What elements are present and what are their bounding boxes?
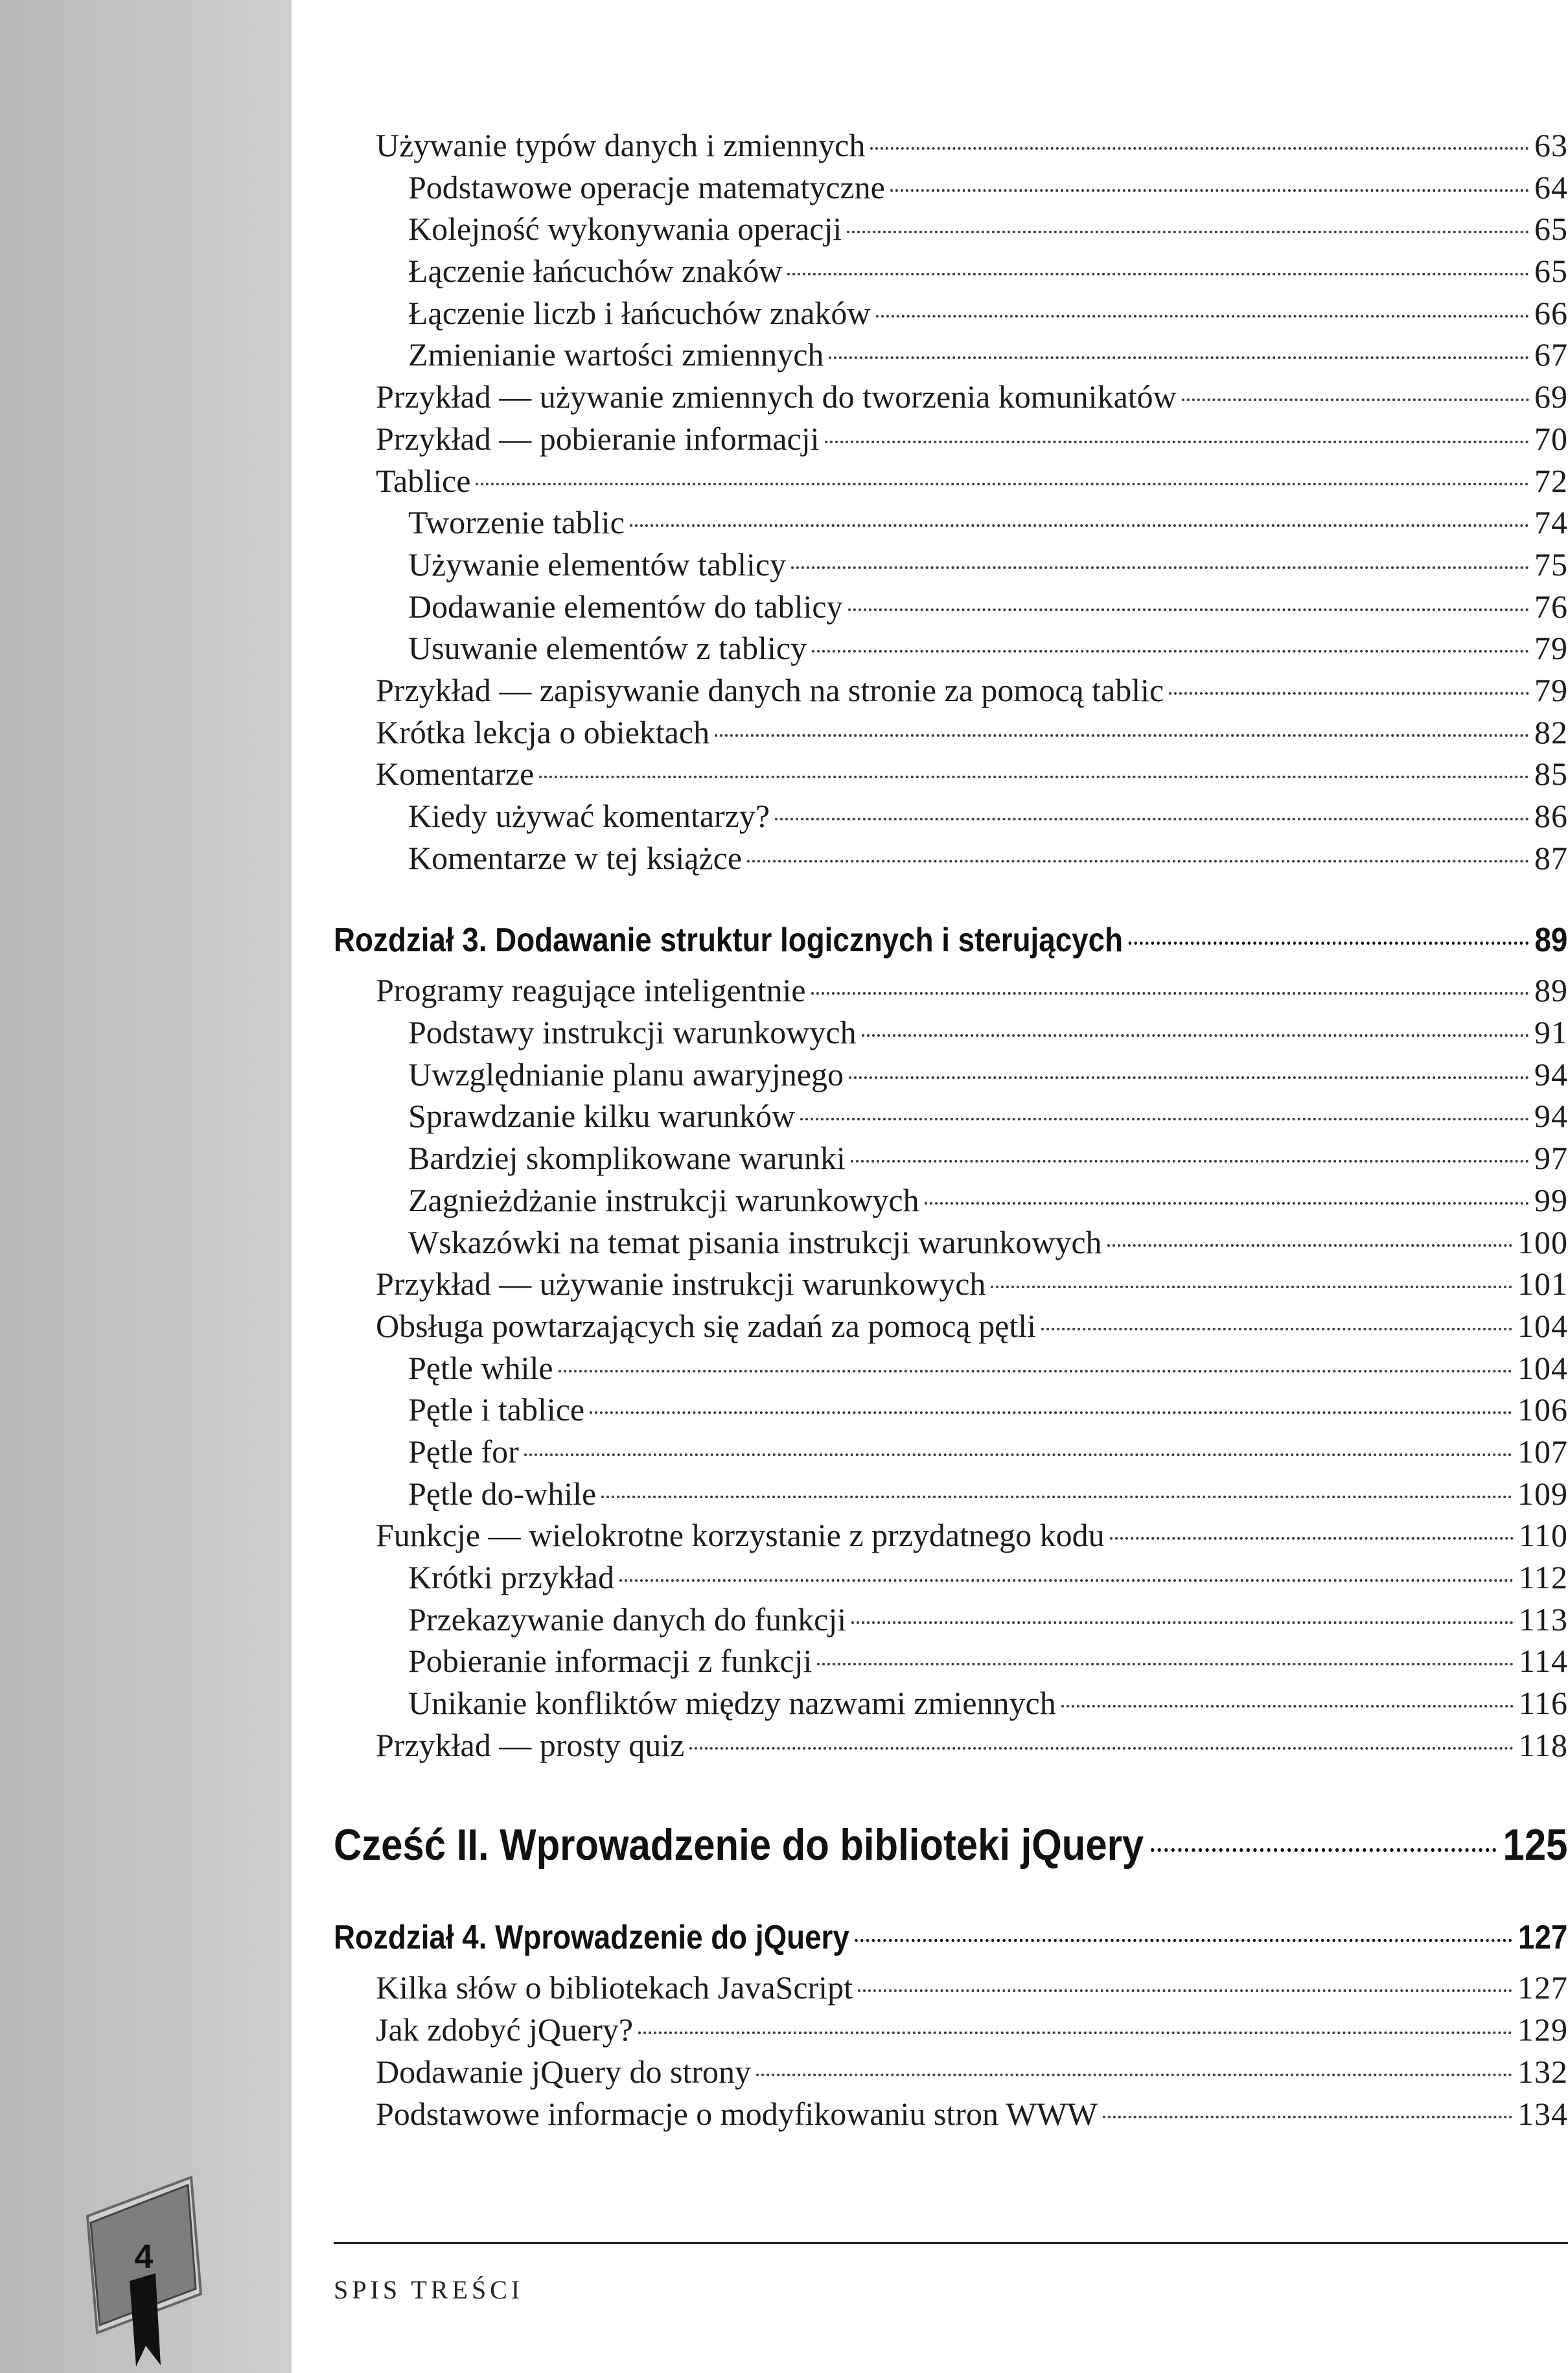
leader-dots	[847, 231, 1529, 233]
leader-dots	[812, 650, 1529, 653]
entry-title: Kiedy używać komentarzy?	[408, 798, 770, 834]
entry-page: 113	[1518, 1601, 1568, 1638]
chapter-page: 89	[1534, 921, 1568, 960]
chapter-page: 127	[1518, 1919, 1568, 1957]
entry-page: 134	[1517, 2095, 1568, 2132]
toc-entry	[408, 588, 1568, 630]
entry-title: Podstawowe operacje matematyczne	[408, 168, 885, 205]
entry-page: 132	[1517, 2053, 1568, 2090]
leader-dots	[825, 441, 1530, 443]
toc-entry	[408, 168, 1568, 211]
toc-entry	[408, 1433, 1568, 1475]
leader-dots	[775, 818, 1529, 820]
leader-dots	[590, 1411, 1512, 1414]
leader-dots	[539, 776, 1529, 778]
entry-page: 69	[1534, 378, 1568, 415]
toc-entry	[408, 1056, 1568, 1098]
entry-page: 112	[1518, 1559, 1568, 1595]
leader-dots	[619, 1579, 1514, 1582]
leader-dots	[1041, 1328, 1512, 1330]
entry-page: 87	[1534, 839, 1568, 876]
entry-page: 129	[1517, 2011, 1568, 2048]
leader-dots	[1129, 942, 1529, 945]
chapter-title: Rozdział 4. Wprowadzenie do jQuery	[334, 1919, 849, 1957]
entry-title: Usuwanie elementów z tablicy	[408, 630, 807, 667]
toc-entry	[408, 1684, 1568, 1726]
entry-page: 72	[1534, 462, 1568, 499]
toc-entry	[376, 1516, 1568, 1558]
toc-entry	[376, 378, 1568, 420]
entry-page: 99	[1534, 1181, 1568, 1218]
leader-dots	[829, 356, 1529, 359]
leader-dots	[559, 1370, 1512, 1372]
entry-title: Bardziej skomplikowane warunki	[408, 1140, 846, 1177]
entry-title: Jak zdobyć jQuery?	[376, 2011, 634, 2048]
toc-entry	[408, 1558, 1568, 1601]
chapter-4-heading	[334, 1918, 1567, 1969]
entry-title: Przykład — zapisywanie danych na stronie za pomocą tablic	[376, 671, 1164, 708]
leader-dots	[925, 1202, 1529, 1205]
leader-dots	[524, 1453, 1512, 1456]
toc-entry	[408, 1097, 1568, 1139]
entry-title: Przykład — używanie zmiennych do tworzenia komunikatów	[376, 378, 1177, 415]
toc-entry	[376, 971, 1568, 1013]
entry-page: 97	[1534, 1140, 1568, 1177]
toc-entry	[376, 1265, 1568, 1307]
toc-entry	[408, 1642, 1568, 1684]
leader-dots	[476, 483, 1529, 485]
leader-dots	[630, 524, 1529, 527]
toc-entry	[376, 755, 1568, 797]
page-number: 4	[134, 2238, 154, 2276]
toc-entry	[408, 1349, 1568, 1391]
toc-entry	[408, 1139, 1568, 1181]
leader-dots	[855, 1939, 1513, 1942]
entry-page: 104	[1517, 1349, 1568, 1386]
entry-page: 79	[1534, 630, 1568, 667]
entry-page: 94	[1534, 1098, 1568, 1135]
leader-dots	[601, 1496, 1512, 1498]
entry-title: Pobieranie informacji z funkcji	[408, 1643, 813, 1680]
toc-entry	[408, 1223, 1568, 1266]
entry-title: Podstawowe informacje o modyfikowaniu stron WWW	[376, 2095, 1098, 2132]
toc-entry	[408, 629, 1568, 671]
leader-dots	[851, 1621, 1514, 1624]
leader-dots	[715, 734, 1529, 737]
page-margin-sidebar	[0, 0, 292, 2373]
part-2-heading	[334, 1820, 1567, 1884]
toc-entry	[408, 1391, 1568, 1433]
entry-page: 70	[1534, 420, 1568, 457]
leader-dots	[817, 1663, 1513, 1665]
leader-dots	[1103, 2116, 1512, 2118]
entry-page: 110	[1518, 1517, 1568, 1554]
entry-page: 67	[1534, 336, 1568, 373]
entry-title: Przykład — pobieranie informacji	[376, 420, 820, 457]
leader-dots	[851, 1160, 1529, 1163]
entry-title: Wskazówki na temat pisania instrukcji warunkowych	[408, 1223, 1102, 1260]
entry-title: Dodawanie jQuery do strony	[376, 2053, 752, 2090]
toc-entry	[408, 1013, 1568, 1056]
toc-entry	[376, 1726, 1568, 1768]
entry-page: 91	[1534, 1014, 1568, 1051]
toc-entry	[376, 126, 1568, 168]
entry-title: Kolejność wykonywania operacji	[408, 211, 842, 248]
leader-dots	[849, 1076, 1529, 1079]
entry-page: 82	[1534, 713, 1568, 750]
toc-entry	[408, 839, 1568, 881]
leader-dots	[848, 608, 1529, 611]
entry-page: 85	[1534, 756, 1568, 793]
entry-title: Dodawanie elementów do tablicy	[408, 588, 843, 625]
entry-title: Przekazywanie danych do funkcji	[408, 1601, 847, 1638]
entry-page: 107	[1517, 1433, 1568, 1470]
entry-title: Przykład — używanie instrukcji warunkowych	[376, 1266, 986, 1302]
toc-entry	[408, 294, 1568, 336]
toc-entry	[408, 336, 1568, 378]
leader-dots	[791, 566, 1529, 569]
entry-title: Sprawdzanie kilku warunków	[408, 1098, 796, 1135]
entry-page: 114	[1518, 1643, 1568, 1680]
entry-page: 64	[1534, 168, 1568, 205]
leader-dots	[1107, 1244, 1512, 1247]
footer-rule	[334, 2242, 1568, 2244]
entry-title: Pętle while	[408, 1349, 553, 1386]
chapter-3-heading	[334, 921, 1567, 971]
toc-entry	[408, 546, 1568, 588]
entry-title: Kilka słów o bibliotekach JavaScript	[376, 1969, 853, 2006]
entry-page: 118	[1518, 1726, 1568, 1763]
entry-title: Łączenie liczb i łańcuchów znaków	[408, 294, 871, 331]
entry-page: 65	[1534, 253, 1568, 290]
leader-dots	[800, 1118, 1529, 1120]
entry-title: Pętle for	[408, 1433, 519, 1470]
entry-title: Funkcje — wielokrotne korzystanie z przydatnego kodu	[376, 1517, 1105, 1554]
part-title: Cześć II. Wprowadzenie do biblioteki jQuery	[334, 1820, 1144, 1870]
entry-title: Zagnieżdżanie instrukcji warunkowych	[408, 1181, 919, 1218]
entry-title: Krótka lekcja o obiektach	[376, 713, 710, 750]
leader-dots	[787, 273, 1529, 275]
toc-entry	[376, 1969, 1568, 2011]
entry-page: 101	[1517, 1266, 1568, 1302]
entry-title: Uwzględnianie planu awaryjnego	[408, 1056, 844, 1093]
toc-entry	[408, 210, 1568, 252]
part-page: 125	[1503, 1820, 1568, 1870]
toc-entry	[408, 797, 1568, 839]
entry-title: Podstawy instrukcji warunkowych	[408, 1014, 857, 1051]
entry-title: Używanie elementów tablicy	[408, 546, 787, 583]
leader-dots	[1110, 1537, 1514, 1540]
entry-page: 66	[1534, 294, 1568, 331]
leader-dots	[1169, 692, 1529, 695]
entry-page: 75	[1534, 546, 1568, 583]
entry-page: 65	[1534, 211, 1568, 248]
running-footer: SPIS TREŚCI	[334, 2275, 524, 2304]
entry-title: Programy reagujące inteligentnie	[376, 972, 806, 1009]
toc-group-chapter3	[334, 971, 1568, 1768]
toc-entry	[408, 252, 1568, 294]
toc-entry	[376, 2095, 1568, 2137]
entry-page: 63	[1534, 127, 1568, 163]
toc-group-chapter2	[334, 126, 1568, 881]
entry-page: 76	[1534, 588, 1568, 625]
leader-dots	[1151, 1848, 1496, 1852]
toc-entry	[408, 504, 1568, 546]
entry-title: Tworzenie tablic	[408, 504, 625, 541]
leader-dots	[870, 147, 1529, 150]
leader-dots	[811, 992, 1529, 995]
leader-dots	[991, 1286, 1512, 1288]
entry-title: Zmienianie wartości zmiennych	[408, 336, 824, 373]
leader-dots	[890, 189, 1529, 192]
toc-entry	[376, 462, 1568, 504]
entry-title: Tablice	[376, 462, 471, 499]
toc-entry	[408, 1181, 1568, 1223]
entry-title: Pętle do-while	[408, 1475, 597, 1512]
leader-dots	[858, 1989, 1512, 1992]
entry-title: Przykład — prosty quiz	[376, 1726, 685, 1763]
leader-dots	[862, 1034, 1529, 1037]
entry-title: Krótki przykład	[408, 1559, 614, 1595]
entry-title: Używanie typów danych i zmiennych	[376, 127, 866, 163]
entry-title: Komentarze	[376, 756, 535, 793]
entry-page: 79	[1534, 671, 1568, 708]
entry-title: Obsługa powtarzających się zadań za pomocą pętli	[376, 1307, 1036, 1344]
leader-dots	[756, 2074, 1512, 2076]
entry-title: Pętle i tablice	[408, 1391, 585, 1428]
book-icon	[84, 2113, 214, 2372]
entry-title: Łączenie łańcuchów znaków	[408, 253, 783, 290]
leader-dots	[689, 1747, 1514, 1750]
chapter-title: Rozdział 3. Dodawanie struktur logicznych i sterujących	[334, 921, 1124, 960]
toc-entry	[408, 1475, 1568, 1517]
toc-entry	[376, 420, 1568, 462]
toc-entry	[408, 1601, 1568, 1643]
toc-entry	[376, 713, 1568, 756]
toc-entry	[376, 671, 1568, 713]
entry-page: 116	[1518, 1685, 1568, 1722]
leader-dots	[1061, 1705, 1514, 1707]
toc-entry	[376, 2011, 1568, 2053]
entry-page: 89	[1534, 972, 1568, 1009]
leader-dots	[1182, 399, 1529, 401]
entry-title: Unikanie konfliktów między nazwami zmiennych	[408, 1685, 1056, 1722]
leader-dots	[876, 315, 1529, 318]
entry-page: 94	[1534, 1056, 1568, 1093]
entry-page: 127	[1517, 1969, 1568, 2006]
entry-page: 100	[1517, 1223, 1568, 1260]
entry-page: 109	[1517, 1475, 1568, 1512]
toc-entry	[376, 1307, 1568, 1349]
toc-entry	[376, 2053, 1568, 2095]
entry-page: 86	[1534, 798, 1568, 834]
leader-dots	[747, 860, 1529, 862]
entry-title: Komentarze w tej książce	[408, 839, 743, 876]
entry-page: 104	[1517, 1307, 1568, 1344]
table-of-contents	[334, 126, 1568, 2136]
leader-dots	[638, 2032, 1512, 2034]
entry-page: 106	[1517, 1391, 1568, 1428]
toc-group-chapter4	[334, 1969, 1568, 2136]
entry-page: 74	[1534, 504, 1568, 541]
